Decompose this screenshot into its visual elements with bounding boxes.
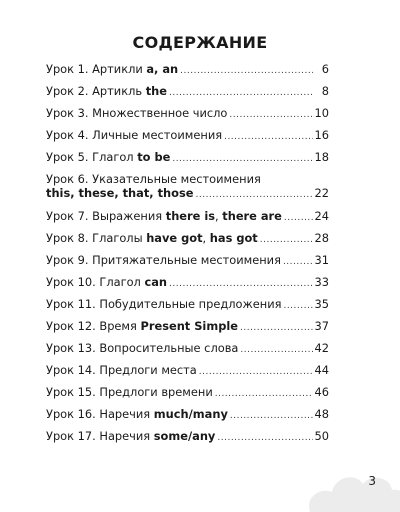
toc-entry [46, 341, 329, 363]
toc-page-number: 37 [314, 319, 329, 333]
toc-page-number: 48 [314, 407, 329, 421]
toc-label: Урок 11. Побудительные предложения [46, 297, 282, 311]
toc-label: Урок 16. Наречия [46, 407, 154, 421]
toc-entry [46, 106, 329, 128]
toc-entry [46, 407, 329, 429]
toc-label: Урок 7. Выражения [46, 209, 166, 223]
toc-entry [46, 297, 329, 319]
toc-entry-title [46, 128, 222, 142]
toc-entry-title [46, 84, 167, 98]
toc-label: Урок 3. Множественное число [46, 106, 228, 120]
dot-leader [240, 341, 312, 357]
toc-entry-title [46, 429, 215, 443]
toc-entry-title [46, 150, 170, 164]
toc-page-number: 50 [314, 429, 329, 443]
toc-page-number: 18 [314, 150, 329, 164]
toc-row [46, 172, 329, 186]
dot-leader [284, 209, 313, 225]
toc-row [46, 363, 329, 379]
toc-page-number: 6 [321, 62, 329, 76]
toc-entry [46, 128, 329, 150]
toc-keyword: to be [137, 150, 171, 164]
toc-row [46, 150, 329, 166]
toc-keyword: Present Simple [140, 319, 238, 333]
toc-row [46, 341, 329, 357]
toc-keyword: has got [209, 231, 258, 245]
dot-leader [172, 150, 312, 166]
dot-leader [199, 363, 313, 379]
toc-keyword: can [144, 275, 168, 289]
toc-entry [46, 275, 329, 297]
toc-page-number: 42 [314, 341, 329, 355]
page-number: 3 [368, 474, 376, 488]
toc-row [46, 186, 329, 202]
dot-leader [169, 275, 312, 291]
toc-entry [46, 231, 329, 253]
toc-entry [46, 429, 329, 451]
dot-leader [169, 84, 313, 100]
toc-label: Урок 9. Притяжательные местоимения [46, 253, 281, 267]
toc-page-number: 24 [314, 209, 329, 223]
dot-leader [230, 407, 313, 423]
toc-label: Урок 5. Глагол [46, 150, 138, 164]
toc-keyword: there are [222, 209, 282, 223]
dot-leader [229, 106, 312, 122]
toc-entry-title [46, 385, 213, 399]
toc-page-number: 31 [314, 253, 329, 267]
dot-leader [215, 385, 313, 401]
toc-entry [46, 363, 329, 385]
toc-page-number: 35 [314, 297, 329, 311]
toc-label: Урок 13. Вопросительные слова [46, 341, 239, 355]
toc-label: Урок 17. Наречия [46, 429, 154, 443]
toc-entry-title [46, 172, 261, 186]
toc-entry-title [46, 297, 281, 311]
toc-row [46, 253, 329, 269]
toc-entry [46, 319, 329, 341]
toc-page-number: 22 [314, 186, 329, 200]
toc-label: Урок 14. Предлоги места [46, 363, 197, 377]
toc-page-number: 28 [314, 231, 329, 245]
toc-entry-title [46, 253, 281, 267]
table-of-contents [46, 62, 329, 451]
toc-entry-title [46, 363, 197, 377]
toc-label: Урок 12. Время [46, 319, 141, 333]
toc-entry [46, 150, 329, 172]
toc-row [46, 275, 329, 291]
toc-label: Урок 8. Глаголы [46, 231, 147, 245]
toc-label: Урок 1. Артикли [46, 62, 147, 76]
toc-label: Урок 6. Указательные местоимения [46, 172, 261, 186]
toc-label: Урок 4. Личные местоимения [46, 128, 223, 142]
toc-keyword: have got [146, 231, 203, 245]
dot-leader [283, 253, 313, 269]
toc-keyword: there is [165, 209, 216, 223]
toc-row [46, 209, 329, 225]
toc-entry-title [46, 106, 227, 120]
cloud-decoration [300, 452, 400, 512]
toc-keyword: some/any [153, 429, 216, 443]
toc-entry-title [46, 231, 258, 245]
dot-leader [283, 297, 312, 313]
toc-label: Урок 15. Предлоги времени [46, 385, 213, 399]
toc-keyword: much/many [153, 407, 228, 421]
toc-keyword: this, these, that, those [46, 186, 194, 200]
toc-row [46, 385, 329, 401]
toc-row [46, 62, 329, 78]
toc-entry [46, 172, 329, 209]
toc-row [46, 128, 329, 144]
toc-entry [46, 385, 329, 407]
toc-separator: , [215, 209, 223, 223]
toc-row [46, 319, 329, 335]
toc-row [46, 297, 329, 313]
toc-row [46, 84, 329, 100]
toc-entry-title [46, 341, 238, 355]
toc-page-number: 10 [314, 106, 329, 120]
toc-keyword: the [145, 84, 167, 98]
toc-entry [46, 84, 329, 106]
toc-entry-title [46, 319, 238, 333]
toc-keyword: a, an [146, 62, 179, 76]
toc-page-number: 44 [314, 363, 329, 377]
dot-leader [195, 186, 312, 202]
toc-page-number: 33 [314, 275, 329, 289]
dot-leader [260, 231, 313, 247]
page-title: СОДЕРЖАНИЕ [132, 33, 268, 52]
toc-page-number: 8 [321, 84, 329, 98]
toc-separator: , [202, 231, 210, 245]
toc-row [46, 231, 329, 247]
toc-row [46, 429, 329, 445]
dot-leader [240, 319, 313, 335]
toc-entry-title [46, 275, 167, 289]
toc-entry [46, 62, 329, 84]
toc-label: Урок 10. Глагол [46, 275, 145, 289]
toc-entry [46, 253, 329, 275]
toc-row [46, 106, 329, 122]
toc-row [46, 407, 329, 423]
dot-leader [180, 62, 313, 78]
dot-leader [217, 429, 312, 445]
toc-entry-title [46, 62, 178, 76]
toc-entry [46, 209, 329, 231]
toc-page-number: 46 [314, 385, 329, 399]
dot-leader [224, 128, 312, 144]
toc-entry-title [46, 407, 228, 421]
toc-entry-title [46, 209, 282, 223]
toc-label: Урок 2. Артикль [46, 84, 146, 98]
toc-page-number: 16 [314, 128, 329, 142]
